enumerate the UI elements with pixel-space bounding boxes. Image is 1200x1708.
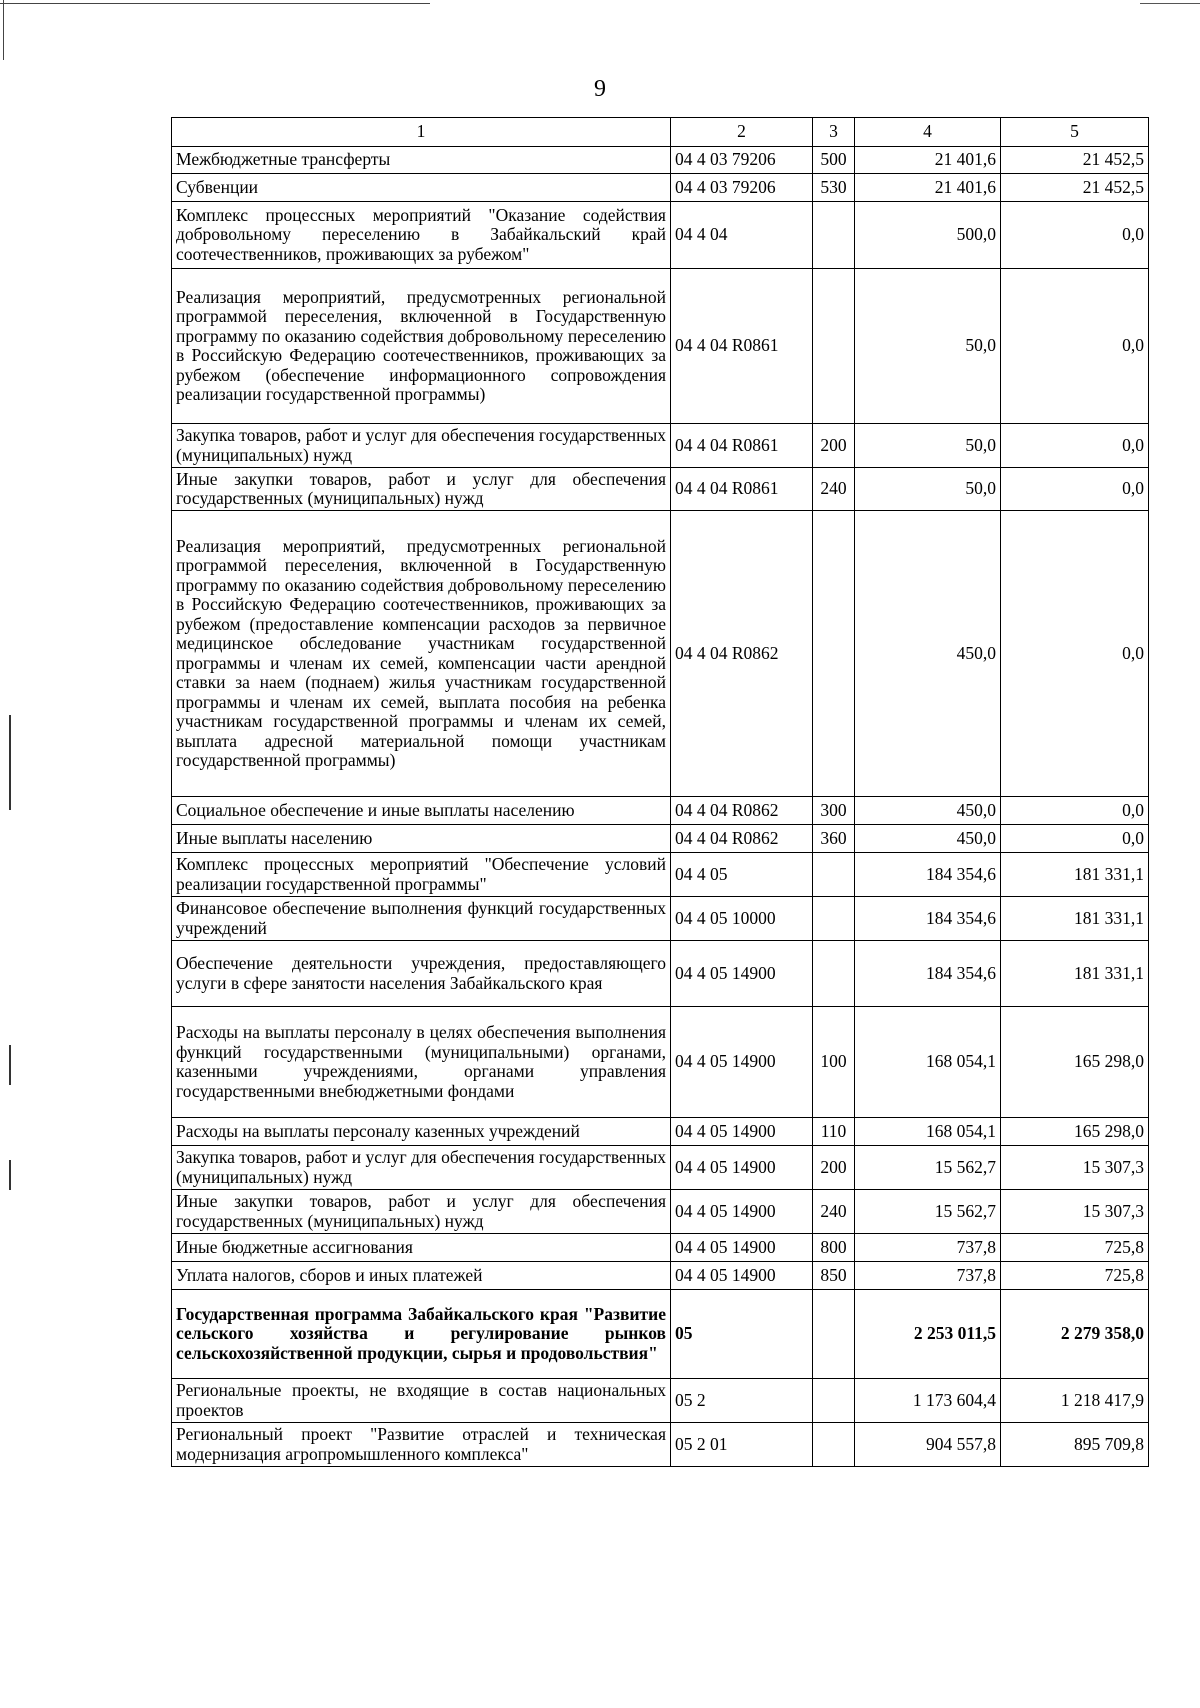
expense-type-cell <box>813 897 855 941</box>
expense-type-cell: 200 <box>813 1146 855 1190</box>
table-row <box>172 1262 1149 1290</box>
amount-year1-cell: 737,8 <box>855 1262 1001 1290</box>
expense-type-cell <box>813 853 855 897</box>
amount-year1-cell: 21 401,6 <box>855 174 1001 202</box>
expense-name-cell: Обеспечение деятельности учреждения, предоставляющего услуги в сфере занятости населения Забайкальского края <box>172 941 671 1007</box>
expense-type-cell: 100 <box>813 1007 855 1118</box>
table-row <box>172 147 1149 174</box>
classification-code-cell: 05 2 <box>671 1379 813 1423</box>
expense-name-cell: Межбюджетные трансферты <box>172 147 671 174</box>
amount-year1-cell: 1 173 604,4 <box>855 1379 1001 1423</box>
amount-year2-cell: 15 307,3 <box>1001 1190 1149 1234</box>
classification-code-cell: 05 <box>671 1290 813 1379</box>
table-row <box>172 797 1149 825</box>
amount-year2-cell: 0,0 <box>1001 269 1149 424</box>
classification-code-cell: 04 4 05 <box>671 853 813 897</box>
expense-name-cell: Региональные проекты, не входящие в состав национальных проектов <box>172 1379 671 1423</box>
amount-year1-cell: 450,0 <box>855 797 1001 825</box>
classification-code-cell: 04 4 05 14900 <box>671 1146 813 1190</box>
amount-year2-cell: 0,0 <box>1001 468 1149 511</box>
classification-code-cell: 04 4 05 10000 <box>671 897 813 941</box>
expense-name-cell: Иные выплаты населению <box>172 825 671 853</box>
expense-name-cell: Иные бюджетные ассигнования <box>172 1234 671 1262</box>
expense-name-cell: Государственная программа Забайкальского края "Развитие сельского хозяйства и регулирование рынков сельскохозяйственной продукции, сырья и продовольствия" <box>172 1290 671 1379</box>
expense-name-cell: Реализация мероприятий, предусмотренных региональной программой переселения, включенной в Государственную программу по оказанию содействия добровольному переселению в Российскую Федерацию соотечественников, проживающих за рубежом (предоставление компенсации расходов за первичное медицинское обследование участникам государственной программы и членам их семей, компенсации части арендной ставки за наем (поднаем) жилья участникам государственной программы и членам их семей, выплата пособия на ребенка участникам государственной программы и членам их семей, выплата адресной материальной помощи участникам государственной программы) <box>172 511 671 797</box>
expense-type-cell <box>813 1379 855 1423</box>
classification-code-cell: 04 4 04 R0861 <box>671 468 813 511</box>
classification-code-cell: 04 4 03 79206 <box>671 147 813 174</box>
amount-year2-cell: 165 298,0 <box>1001 1007 1149 1118</box>
amount-year2-cell: 0,0 <box>1001 511 1149 797</box>
expense-name-cell: Закупка товаров, работ и услуг для обеспечения государственных (муниципальных) нужд <box>172 424 671 468</box>
amount-year2-cell: 181 331,1 <box>1001 941 1149 1007</box>
amount-year1-cell: 15 562,7 <box>855 1190 1001 1234</box>
expense-type-cell: 240 <box>813 1190 855 1234</box>
column-header: 5 <box>1001 118 1149 147</box>
table-row <box>172 1118 1149 1146</box>
expense-name-cell: Субвенции <box>172 174 671 202</box>
scan-edge-top-right <box>1140 3 1200 4</box>
classification-code-cell: 04 4 05 14900 <box>671 1234 813 1262</box>
table-row <box>172 511 1149 797</box>
amount-year1-cell: 184 354,6 <box>855 941 1001 1007</box>
amount-year2-cell: 1 218 417,9 <box>1001 1379 1149 1423</box>
expense-type-cell: 530 <box>813 174 855 202</box>
expense-name-cell: Социальное обеспечение и иные выплаты населению <box>172 797 671 825</box>
budget-table <box>171 117 1149 1467</box>
amount-year2-cell: 725,8 <box>1001 1262 1149 1290</box>
amount-year2-cell: 165 298,0 <box>1001 1118 1149 1146</box>
expense-name-cell: Уплата налогов, сборов и иных платежей <box>172 1262 671 1290</box>
expense-type-cell <box>813 1290 855 1379</box>
classification-code-cell: 04 4 04 R0862 <box>671 511 813 797</box>
amount-year2-cell: 895 709,8 <box>1001 1423 1149 1467</box>
amount-year2-cell: 21 452,5 <box>1001 174 1149 202</box>
classification-code-cell: 04 4 05 14900 <box>671 1190 813 1234</box>
table-row <box>172 897 1149 941</box>
expense-type-cell <box>813 941 855 1007</box>
table-row <box>172 174 1149 202</box>
classification-code-cell: 04 4 05 14900 <box>671 941 813 1007</box>
classification-code-cell: 04 4 04 R0861 <box>671 269 813 424</box>
classification-code-cell: 04 4 03 79206 <box>671 174 813 202</box>
amount-year1-cell: 450,0 <box>855 511 1001 797</box>
scan-edge-top <box>0 3 430 4</box>
amount-year1-cell: 184 354,6 <box>855 853 1001 897</box>
amount-year2-cell: 0,0 <box>1001 797 1149 825</box>
amount-year2-cell: 725,8 <box>1001 1234 1149 1262</box>
scan-margin-mark <box>9 1160 11 1190</box>
table-row <box>172 853 1149 897</box>
table-row <box>172 1290 1149 1379</box>
classification-code-cell: 04 4 04 R0861 <box>671 424 813 468</box>
expense-name-cell: Финансовое обеспечение выполнения функций государственных учреждений <box>172 897 671 941</box>
table-row <box>172 1234 1149 1262</box>
classification-code-cell: 04 4 05 14900 <box>671 1118 813 1146</box>
amount-year1-cell: 450,0 <box>855 825 1001 853</box>
amount-year1-cell: 168 054,1 <box>855 1118 1001 1146</box>
expense-type-cell <box>813 511 855 797</box>
classification-code-cell: 04 4 04 R0862 <box>671 825 813 853</box>
expense-type-cell: 800 <box>813 1234 855 1262</box>
amount-year1-cell: 50,0 <box>855 269 1001 424</box>
page-number: 9 <box>594 76 606 102</box>
table-row <box>172 468 1149 511</box>
amount-year2-cell: 21 452,5 <box>1001 147 1149 174</box>
amount-year2-cell: 15 307,3 <box>1001 1146 1149 1190</box>
expense-name-cell: Региональный проект "Развитие отраслей и техническая модернизация агропромышленного комплекса" <box>172 1423 671 1467</box>
table-row <box>172 941 1149 1007</box>
amount-year2-cell: 0,0 <box>1001 424 1149 468</box>
classification-code-cell: 04 4 05 14900 <box>671 1262 813 1290</box>
expense-type-cell <box>813 269 855 424</box>
classification-code-cell: 04 4 05 14900 <box>671 1007 813 1118</box>
table-row <box>172 1379 1149 1423</box>
expense-type-cell: 500 <box>813 147 855 174</box>
column-header: 4 <box>855 118 1001 147</box>
expense-type-cell: 850 <box>813 1262 855 1290</box>
expense-type-cell <box>813 202 855 269</box>
expense-type-cell <box>813 1423 855 1467</box>
column-header: 3 <box>813 118 855 147</box>
amount-year1-cell: 2 253 011,5 <box>855 1290 1001 1379</box>
classification-code-cell: 05 2 01 <box>671 1423 813 1467</box>
table-header-row <box>172 118 1149 147</box>
table-row <box>172 825 1149 853</box>
table-row <box>172 1190 1149 1234</box>
amount-year1-cell: 500,0 <box>855 202 1001 269</box>
scan-edge-left <box>3 0 4 60</box>
amount-year2-cell: 181 331,1 <box>1001 897 1149 941</box>
scan-margin-mark <box>9 1045 11 1085</box>
expense-type-cell: 200 <box>813 424 855 468</box>
expense-name-cell: Расходы на выплаты персоналу в целях обеспечения выполнения функций государственными (муниципальными) органами, казенными учреждениями, органами управления государственными внебюджетными фондами <box>172 1007 671 1118</box>
expense-name-cell: Комплекс процессных мероприятий "Оказание содействия добровольному переселению в Забайкальский край соотечественников, проживающих за рубежом" <box>172 202 671 269</box>
table-row <box>172 269 1149 424</box>
amount-year1-cell: 21 401,6 <box>855 147 1001 174</box>
expense-type-cell: 240 <box>813 468 855 511</box>
classification-code-cell: 04 4 04 R0862 <box>671 797 813 825</box>
table-row <box>172 202 1149 269</box>
amount-year2-cell: 181 331,1 <box>1001 853 1149 897</box>
column-header: 1 <box>172 118 671 147</box>
amount-year1-cell: 737,8 <box>855 1234 1001 1262</box>
expense-name-cell: Закупка товаров, работ и услуг для обеспечения государственных (муниципальных) нужд <box>172 1146 671 1190</box>
expense-name-cell: Иные закупки товаров, работ и услуг для обеспечения государственных (муниципальных) нужд <box>172 1190 671 1234</box>
expense-type-cell: 360 <box>813 825 855 853</box>
amount-year1-cell: 168 054,1 <box>855 1007 1001 1118</box>
column-header: 2 <box>671 118 813 147</box>
table-row <box>172 424 1149 468</box>
table-row <box>172 1007 1149 1118</box>
expense-name-cell: Комплекс процессных мероприятий "Обеспечение условий реализации государственной программы" <box>172 853 671 897</box>
expense-type-cell: 300 <box>813 797 855 825</box>
amount-year2-cell: 0,0 <box>1001 202 1149 269</box>
amount-year1-cell: 15 562,7 <box>855 1146 1001 1190</box>
classification-code-cell: 04 4 04 <box>671 202 813 269</box>
amount-year2-cell: 0,0 <box>1001 825 1149 853</box>
scan-margin-mark <box>9 715 11 810</box>
amount-year1-cell: 184 354,6 <box>855 897 1001 941</box>
amount-year1-cell: 50,0 <box>855 468 1001 511</box>
amount-year2-cell: 2 279 358,0 <box>1001 1290 1149 1379</box>
expense-name-cell: Реализация мероприятий, предусмотренных региональной программой переселения, включенной в Государственную программу по оказанию содействия добровольному переселению в Российскую Федерацию соотечественников, проживающих за рубежом (обеспечение информационного сопровождения реализации государственной программы) <box>172 269 671 424</box>
table-row <box>172 1146 1149 1190</box>
expense-type-cell: 110 <box>813 1118 855 1146</box>
expense-name-cell: Иные закупки товаров, работ и услуг для обеспечения государственных (муниципальных) нужд <box>172 468 671 511</box>
amount-year1-cell: 904 557,8 <box>855 1423 1001 1467</box>
expense-name-cell: Расходы на выплаты персоналу казенных учреждений <box>172 1118 671 1146</box>
amount-year1-cell: 50,0 <box>855 424 1001 468</box>
table-row <box>172 1423 1149 1467</box>
